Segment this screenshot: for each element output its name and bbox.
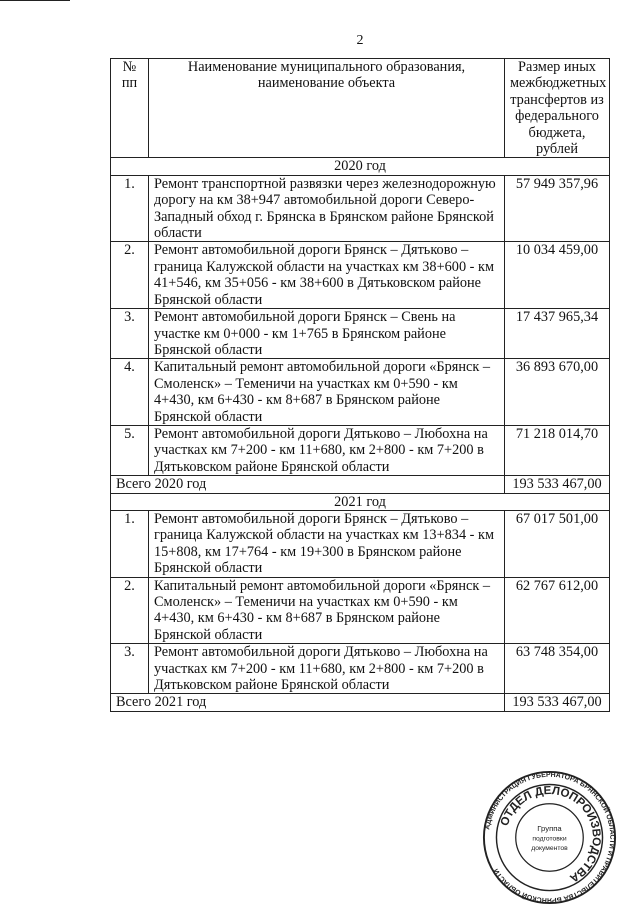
- year-heading: 2020 год: [111, 158, 610, 175]
- stamp-ring-text: ОТДЕЛ ДЕЛОПРОИЗВОДСТВА: [498, 784, 603, 885]
- transfer-amount: 36 893 670,00: [505, 359, 610, 426]
- transfer-amount: 63 748 354,00: [505, 644, 610, 694]
- transfer-amount: 67 017 501,00: [505, 510, 610, 577]
- total-row: [111, 694, 610, 711]
- stamp-outer-text: АДМИНИСТРАЦИЯ ГУБЕРНАТОРА БРЯНСКОЙ ОБЛАСТИ И ПРАВИТЕЛЬСТВА БРЯНСКОЙ ОБЛАСТИ: [484, 771, 616, 904]
- object-name: Ремонт автомобильной дороги Дятьково – Любохна на участках км 7+200 - км 11+680, км 2+800 - км 7+200 в Дятьковском районе Брянской области: [149, 425, 505, 475]
- table-row: [111, 242, 610, 309]
- row-number: 1.: [111, 175, 149, 242]
- stamp-center-line-2: подготовки: [532, 835, 567, 843]
- transfer-amount: 17 437 965,34: [505, 309, 610, 359]
- document-stamp: [482, 770, 617, 905]
- row-number: 5.: [111, 425, 149, 475]
- table-header-row: [111, 59, 610, 158]
- total-label: Всего 2020 год: [111, 476, 505, 493]
- object-name: Ремонт автомобильной дороги Брянск – Дятьково – граница Калужской области на участках км 38+600 - км 41+546, км 35+056 - км 38+600 в Дятьковском районе Брянской области: [149, 242, 505, 309]
- row-number: 2.: [111, 577, 149, 644]
- row-number: 3.: [111, 644, 149, 694]
- row-number: 4.: [111, 359, 149, 426]
- year-row: [111, 158, 610, 175]
- table-row: [111, 510, 610, 577]
- object-name: Ремонт транспортной развязки через железнодорожную дорогу на км 38+947 автомобильной дороги Северо-Западный обход г. Брянска в Брянском районе Брянской области: [149, 175, 505, 242]
- table-row: [111, 577, 610, 644]
- object-name: Капитальный ремонт автомобильной дороги «Брянск – Смоленск» – Теменичи на участках км 0+590 - км 4+430, км 6+430 - км 8+687 в Брянском районе Брянской области: [149, 359, 505, 426]
- stamp-center-line-1: Группа: [537, 823, 562, 833]
- object-name: Ремонт автомобильной дороги Брянск – Дятьково – граница Калужской области на участках км 13+834 - км 15+808, км 17+764 - км 19+300 в Брянском районе Брянской области: [149, 510, 505, 577]
- object-name: Капитальный ремонт автомобильной дороги «Брянск – Смоленск» – Теменичи на участках км 0+590 - км 4+430, км 6+430 - км 8+687 в Брянском районе Брянской области: [149, 577, 505, 644]
- table-row: [111, 425, 610, 475]
- year-row: [111, 493, 610, 510]
- row-number: 1.: [111, 510, 149, 577]
- row-number: 3.: [111, 309, 149, 359]
- stamp-center-line-3: документов: [531, 845, 568, 853]
- transfer-amount: 62 767 612,00: [505, 577, 610, 644]
- table-row: [111, 359, 610, 426]
- total-label: Всего 2021 год: [111, 694, 505, 711]
- total-amount: 193 533 467,00: [505, 476, 610, 493]
- transfer-amount: 57 949 357,96: [505, 175, 610, 242]
- row-number: 2.: [111, 242, 149, 309]
- header-name: Наименование муниципального образования, наименование объекта: [149, 59, 505, 158]
- table-row: [111, 644, 610, 694]
- header-amount: Размер иных межбюджетных трансфертов из федерального бюджета, рублей: [505, 59, 610, 158]
- object-name: Ремонт автомобильной дороги Дятьково – Любохна на участках км 7+200 - км 11+680, км 2+800 - км 7+200 в Дятьковском районе Брянской области: [149, 644, 505, 694]
- page-number: 2: [356, 33, 364, 48]
- transfer-amount: 10 034 459,00: [505, 242, 610, 309]
- total-amount: 193 533 467,00: [505, 694, 610, 711]
- object-name: Ремонт автомобильной дороги Брянск – Свень на участке км 0+000 - км 1+765 в Брянском районе Брянской области: [149, 309, 505, 359]
- table-row: [111, 175, 610, 242]
- header-num: № пп: [111, 59, 149, 158]
- total-row: [111, 476, 610, 493]
- year-heading: 2021 год: [111, 493, 610, 510]
- table-body: [111, 158, 610, 711]
- top-rule: [0, 0, 70, 1]
- transfers-table: [110, 58, 610, 712]
- transfer-amount: 71 218 014,70: [505, 425, 610, 475]
- table-row: [111, 309, 610, 359]
